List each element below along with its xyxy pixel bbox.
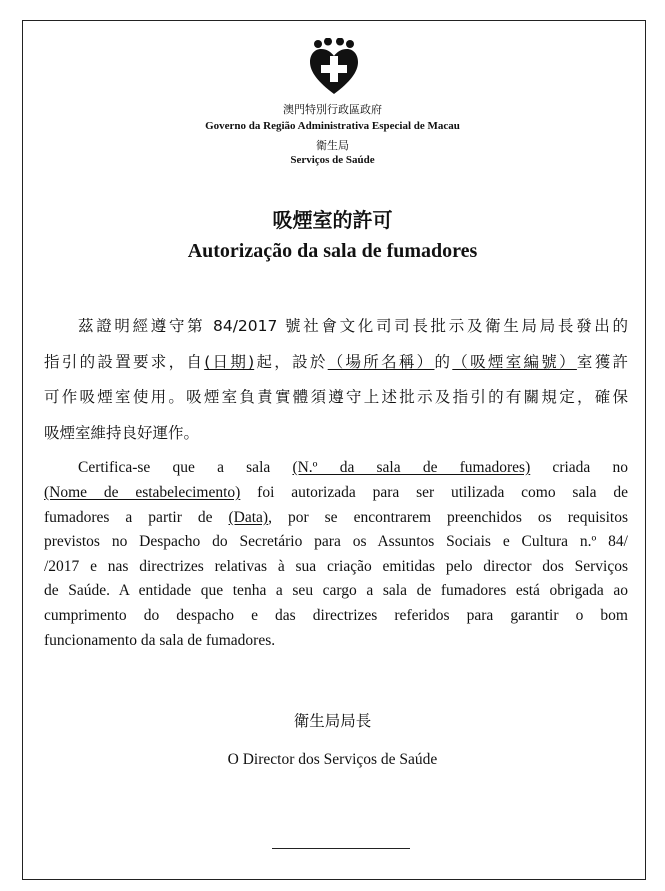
text: , por se encontrarem preenchidos os requisitos xyxy=(268,509,628,526)
venue-placeholder: （場所名稱） xyxy=(327,353,435,371)
title-cn: 吸煙室的許可 xyxy=(272,208,393,232)
cn-line-4: 吸煙室維持良好運作。 xyxy=(44,424,200,442)
department-name-cn: 衛生局 xyxy=(316,139,349,152)
signatory-title-cn: 衛生局局長 xyxy=(293,712,372,730)
text: fumadores a partir de xyxy=(44,509,229,526)
text: 起，設於 xyxy=(254,353,328,371)
pt-line-7: cumprimento do despacho e das directrizes referidos para garantir o bom xyxy=(44,607,628,624)
text: 室獲許 xyxy=(576,353,628,371)
room-number-placeholder: （吸煙室編號） xyxy=(452,353,577,371)
text: criada no xyxy=(530,459,628,476)
department-name-pt: Serviços de Saúde xyxy=(290,154,375,166)
signatory-title-pt: O Director dos Serviços de Saúde xyxy=(227,751,438,768)
cn-line-2 xyxy=(44,350,628,372)
health-services-logo-icon xyxy=(308,38,360,96)
pt-line-5: /2017 e nas directrizes relativas à sua criação emitidas pelo director dos Serviços xyxy=(44,558,628,575)
venue-placeholder: (Nome de estabelecimento) xyxy=(44,484,241,501)
pt-line-6: de Saúde. A entidade que tenha a seu cargo a sala de fumadores está obrigada ao xyxy=(44,582,628,599)
room-number-placeholder: (N.º da sala de fumadores) xyxy=(292,459,531,476)
signature-line xyxy=(272,848,410,849)
date-placeholder: (日期) xyxy=(204,353,255,371)
cn-line-1: 茲證明經遵守第 84/2017 號社會文化司司長批示及衛生局局長發出的 xyxy=(78,317,628,335)
government-name-pt: Governo da Região Administrativa Especial de Macau xyxy=(205,120,460,132)
pt-line-4: previstos no Despacho do Secretário para os Assuntos Sociais e Cultura n.º 84/ xyxy=(44,533,628,550)
pt-line-2 xyxy=(44,484,628,502)
text: 的 xyxy=(434,353,453,371)
text: foi autorizada para ser utilizada como sala de xyxy=(240,484,628,501)
pt-line-3 xyxy=(44,509,628,527)
government-name-cn: 澳門特別行政區政府 xyxy=(283,103,382,116)
pt-line-1 xyxy=(44,459,628,477)
text: Certifica-se que a sala xyxy=(78,459,293,476)
cn-line-3: 可作吸煙室使用。吸煙室負責實體須遵守上述批示及指引的有關規定，確保 xyxy=(44,388,628,406)
title-pt: Autorização da sala de fumadores xyxy=(187,240,478,262)
text: 指引的設置要求，自 xyxy=(44,353,205,371)
date-placeholder: (Data) xyxy=(228,509,269,526)
pt-line-8: funcionamento da sala de fumadores. xyxy=(44,632,276,649)
